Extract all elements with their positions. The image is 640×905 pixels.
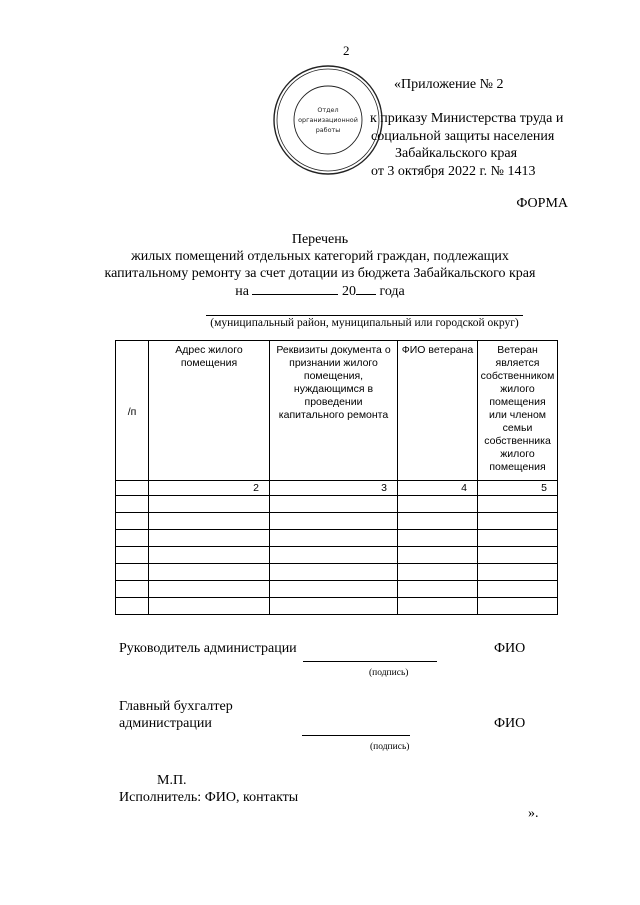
column-number-5: 5 (478, 481, 558, 496)
table-cell[interactable] (478, 598, 558, 615)
chief-accountant-label-line-1: Главный бухгалтер (119, 699, 233, 714)
year-blank (356, 282, 376, 295)
title-line-1: Перечень (291, 232, 349, 247)
table-cell[interactable] (149, 496, 270, 513)
appendix-line-3: социальной защиты населения (371, 129, 555, 144)
date-blank (252, 282, 338, 295)
table-cell[interactable] (149, 530, 270, 547)
table-cell[interactable] (270, 564, 398, 581)
table-cell[interactable] (149, 581, 270, 598)
table-cell[interactable] (116, 564, 149, 581)
table-cell[interactable] (149, 547, 270, 564)
table-cell[interactable] (149, 598, 270, 615)
table-cell[interactable] (398, 496, 478, 513)
column-number-4: 4 (398, 481, 478, 496)
stamp-seal-graphic (272, 64, 384, 176)
column-number-2: 2 (149, 481, 270, 496)
table-row (116, 530, 558, 547)
table-cell[interactable] (398, 513, 478, 530)
chief-accountant-label-line-2: администрации (119, 716, 212, 731)
stamp-center-line-2: организационной (298, 116, 358, 124)
head-signature-caption: (подпись) (369, 668, 409, 678)
page-number: 2 (343, 43, 350, 58)
form-label: ФОРМА (516, 196, 568, 211)
title-line-4 (0, 282, 640, 300)
head-fio: ФИО (494, 641, 526, 656)
header-address: Адрес жилого помещения (149, 341, 270, 481)
table-row (116, 496, 558, 513)
document-title (0, 231, 640, 300)
title-year-prefix: 20 (341, 284, 356, 299)
title-year-suffix: года (379, 284, 405, 299)
executor-label: Исполнитель: ФИО, контакты (119, 790, 299, 805)
head-of-administration-label: Руководитель администрации (119, 641, 297, 656)
table-row (116, 581, 558, 598)
official-stamp (272, 64, 384, 176)
table-cell[interactable] (398, 530, 478, 547)
table-cell[interactable] (398, 547, 478, 564)
appendix-line-5: от 3 октября 2022 г. № 1413 (371, 164, 536, 179)
table-cell[interactable] (116, 547, 149, 564)
title-line-3: капитальному ремонту за счет дотации из бюджета Забайкальского края (104, 266, 536, 281)
appendix-line-1: «Приложение № 2 (394, 77, 504, 92)
appendix-line-4: Забайкальского края (395, 146, 518, 161)
table-cell[interactable] (270, 547, 398, 564)
municipality-caption: (муниципальный район, муниципальный или городской округ) (210, 317, 519, 329)
housing-table (115, 340, 558, 615)
column-number-3: 3 (270, 481, 398, 496)
municipality-line (206, 315, 523, 316)
head-signature-line[interactable] (303, 661, 437, 662)
table-cell[interactable] (478, 513, 558, 530)
accountant-signature-line[interactable] (302, 735, 410, 736)
table-cell[interactable] (116, 530, 149, 547)
closing-quote: ». (528, 806, 539, 821)
table-row (116, 564, 558, 581)
accountant-fio: ФИО (494, 716, 526, 731)
column-number-1 (116, 481, 149, 496)
table-cell[interactable] (149, 513, 270, 530)
table-cell[interactable] (478, 564, 558, 581)
accountant-signature-caption: (подпись) (370, 742, 410, 752)
table-cell[interactable] (270, 496, 398, 513)
table-row (116, 547, 558, 564)
table-cell[interactable] (478, 496, 558, 513)
title-line-2: жилых помещений отдельных категорий граждан, подлежащих (131, 249, 509, 264)
stamp-center-line-3: работы (315, 126, 341, 134)
table-cell[interactable] (398, 564, 478, 581)
table-cell[interactable] (116, 581, 149, 598)
table-cell[interactable] (398, 598, 478, 615)
column-numbers-row (116, 481, 558, 496)
table-row (116, 598, 558, 615)
table-row (116, 513, 558, 530)
table-header-row (116, 341, 558, 481)
table-cell[interactable] (116, 496, 149, 513)
table-cell[interactable] (478, 581, 558, 598)
title-date-prefix: на (235, 284, 249, 299)
table-cell[interactable] (270, 581, 398, 598)
table-cell[interactable] (478, 530, 558, 547)
table-cell[interactable] (478, 547, 558, 564)
table-cell[interactable] (270, 598, 398, 615)
table-cell[interactable] (116, 513, 149, 530)
appendix-line-2: к приказу Министерства труда и (370, 111, 564, 126)
table-cell[interactable] (270, 530, 398, 547)
header-document-details: Реквизиты документа о признании жилого помещения, нуждающимся в проведении капитального ремонта (270, 341, 398, 481)
table-cell[interactable] (270, 513, 398, 530)
header-veteran-owner: Ветеран является собственником жилого помещения или членом семьи собственника жилого помещения (478, 341, 558, 481)
stamp-center-line-1: Отдел (317, 106, 339, 114)
header-number: /п (116, 341, 149, 481)
table-cell[interactable] (398, 581, 478, 598)
seal-place-label: М.П. (157, 773, 187, 788)
header-veteran-name: ФИО ветерана (398, 341, 478, 481)
table-cell[interactable] (149, 564, 270, 581)
table-cell[interactable] (116, 598, 149, 615)
